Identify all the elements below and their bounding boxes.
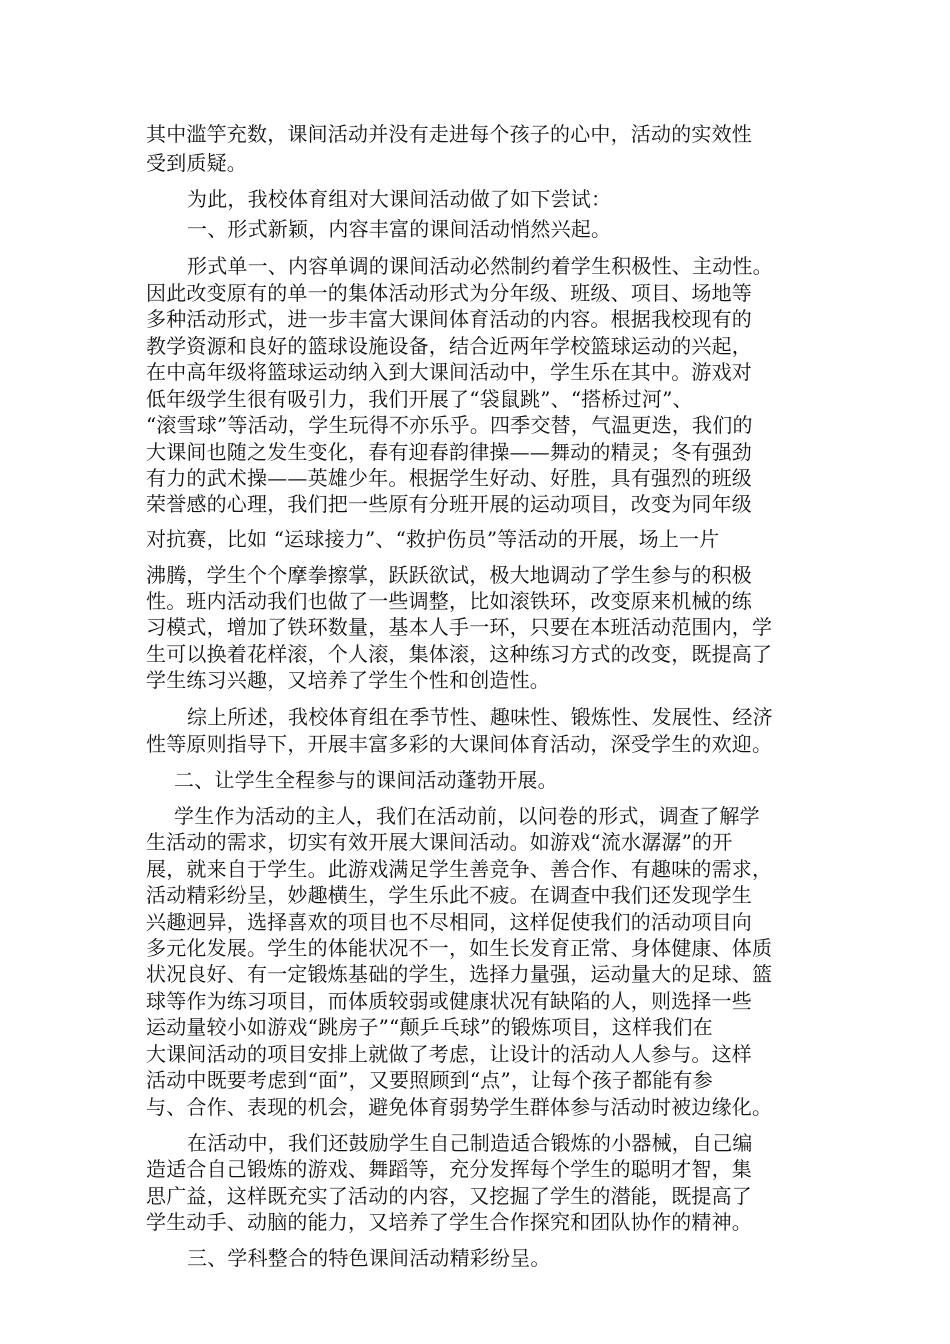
- text-line: 有力的武术操——英雄少年。根据学生好动、好胜，具有强烈的班级: [146, 466, 752, 490]
- text-line: 学生动手、动脑的能力，又培养了学生合作探究和团队协作的精神。: [146, 1210, 752, 1234]
- text-line: 形式单一、内容单调的课间活动必然制约着学生积极性、主动性。: [187, 254, 773, 278]
- text-line: 学生作为活动的主人，我们在活动前，以问卷的形式，调查了解学: [174, 804, 760, 828]
- text-line: 大课间也随之发生变化，春有迎春韵律操——舞动的精灵；冬有强劲: [146, 440, 752, 464]
- section-heading: 三、学科整合的特色课间活动精彩纷呈。: [187, 1246, 551, 1270]
- text-line: 兴趣迥异，选择喜欢的项目也不尽相同，这样促使我们的活动项目向: [146, 910, 752, 934]
- text-line: 习模式，增加了铁环数量，基本人手一环，只要在本班活动范围内，学: [146, 615, 773, 639]
- text-line: 活动精彩纷呈，妙趣横生，学生乐此不疲。在调查中我们还发现学生: [146, 883, 752, 907]
- section-heading: 二、让学生全程参与的课间活动蓬勃开展。: [174, 768, 558, 792]
- text-line: 与、合作、表现的机会，避免体育弱势学生群体参与活动时被边缘化。: [146, 1095, 773, 1119]
- text-line: 在中高年级将篮球运动纳入到大课间活动中，学生乐在其中。游戏对: [146, 360, 752, 384]
- text-line: 低年级学生很有吸引力，我们开展了“袋鼠跳”、“搭桥过河”、: [146, 387, 693, 411]
- text-line: 造适合自己锻炼的游戏、舞蹈等，充分发挥每个学生的聪明才智，集: [146, 1157, 752, 1181]
- text-line: 运动量较小如游戏“跳房子”“颠乒乓球”的锻炼项目，这样我们在: [146, 1015, 713, 1039]
- text-line: 教学资源和良好的篮球设施设备，结合近两年学校篮球运动的兴起，: [146, 334, 752, 358]
- section-heading: 一、形式新颖，内容丰富的课间活动悄然兴起。: [187, 217, 612, 241]
- text-line: 大课间活动的项目安排上就做了考虑，让设计的活动人人参与。这样: [146, 1042, 752, 1066]
- text-line: 生活动的需求，切实有效开展大课间活动。如游戏“流水潺潺”的开: [146, 830, 733, 854]
- text-line: 其中滥竽充数，课间活动并没有走进每个孩子的心中，活动的实效性: [146, 122, 752, 146]
- text-line: 活动中既要考虑到“面”，又要照顾到“点”，让每个孩子都能有参: [146, 1068, 713, 1092]
- text-line: “滚雪球”等活动，学生玩得不亦乐乎。四季交替，气温更迭，我们的: [146, 413, 753, 437]
- text-line: 生可以换着花样滚，个人滚，集体滚，这种练习方式的改变，既提高了: [146, 642, 773, 666]
- text-line: 学生练习兴趣，又培养了学生个性和创造性。: [146, 668, 550, 692]
- text-line: 多元化发展。学生的体能状况不一，如生长发育正常、身体健康、体质: [146, 936, 773, 960]
- text-line: 因此改变原有的单一的集体活动形式为分年级、班级、项目、场地等: [146, 281, 752, 305]
- text-line: 沸腾，学生个个摩拳擦掌，跃跃欲试，极大地调动了学生参与的积极: [146, 563, 752, 587]
- text-line: 状况良好、有一定锻炼基础的学生，选择力量强，运动量大的足球、篮: [146, 962, 773, 986]
- text-line: 展，就来自于学生。此游戏满足学生善竞争、善合作、有趣味的需求，: [146, 857, 773, 881]
- text-line: 为此，我校体育组对大课间活动做了如下尝试：: [187, 187, 612, 211]
- text-line: 受到质疑。: [146, 151, 247, 175]
- text-line: 性。班内活动我们也做了一些调整，比如滚铁环，改变原来机械的练: [146, 589, 752, 613]
- text-line: 综上所述，我校体育组在季节性、趣味性、锻炼性、发展性、经济: [187, 705, 773, 729]
- text-line: 荣誉感的心理，我们把一些原有分班开展的运动项目，改变为同年级: [146, 492, 752, 516]
- text-line: 球等作为练习项目，而体质较弱或健康状况有缺陷的人，则选择一些: [146, 989, 752, 1013]
- text-line: 对抗赛，比如 “运球接力”、“救护伤员”等活动的开展，场上一片: [146, 527, 720, 551]
- text-line: 多种活动形式，进一步丰富大课间体育活动的内容。根据我校现有的: [146, 307, 752, 331]
- text-line: 在活动中，我们还鼓励学生自己制造适合锻炼的小器械，自己编: [187, 1131, 753, 1155]
- text-line: 性等原则指导下，开展丰富多彩的大课间体育活动，深受学生的欢迎。: [146, 732, 773, 756]
- text-line: 思广益，这样既充实了活动的内容，又挖掘了学生的潜能，既提高了: [146, 1184, 752, 1208]
